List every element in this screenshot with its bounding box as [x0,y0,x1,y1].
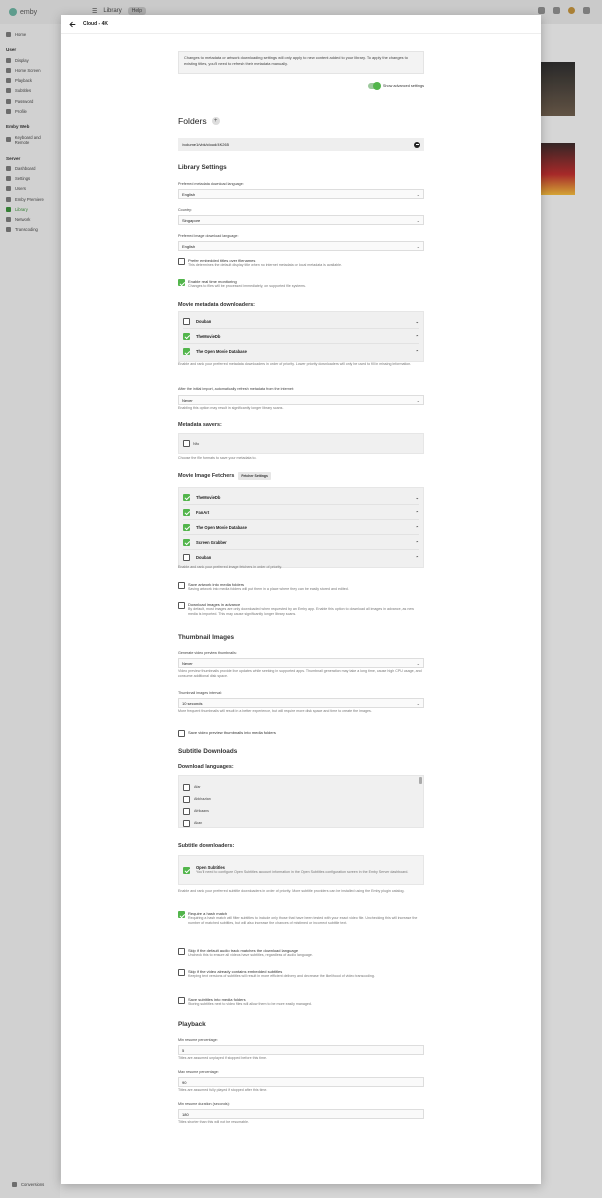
fetcher-checkbox[interactable] [183,539,190,546]
chevron-down-icon: ⌄ [416,700,420,706]
sidebar-item-label: Home Screen [15,67,41,73]
option-help: Requiring a hash match will filter subtitles to include only those that have been tested with your exact video file. Unchecking this will increase the number of matched subtitles, but will also increase the chances of mistimed or incorrect subtitle text. [188,916,418,926]
nfo-checkbox[interactable] [183,440,190,447]
list-item[interactable] [183,805,419,817]
sidebar-item-label: Emby Premiere [15,196,44,202]
sidebar-group-server: Server [6,155,21,161]
sidebar-item-label: Playback [15,78,32,84]
select-value: English [182,191,196,197]
folder-path: /volume1/vbk/cloud/4K265 [182,142,229,147]
add-folder-button[interactable]: + [212,117,220,125]
list-item[interactable] [183,535,419,550]
metadata-language-label: Preferred metadata download language: [178,182,244,186]
item-label: TheMovieDb [196,333,221,339]
sidebar-item-label: Conversions [21,1182,45,1188]
select-value: Singapore [182,217,201,223]
language-checkbox[interactable] [183,796,190,803]
option-label: Save subtitles into media folders [188,997,246,1002]
option-label: Skip if the default audio track matches the download language [188,948,299,953]
item-label: FanArt [196,509,210,515]
option-help: Storing subtitles next to video files will allow them to be more easily managed. [188,1002,312,1006]
sidebar-group-user: User [6,47,17,53]
metadata-savers-heading: Metadata savers: [178,422,222,428]
image-language-select[interactable] [178,241,424,251]
sidebar-item-label: Keyboard and Remote [14,134,41,145]
item-label: Akan [194,821,203,825]
thumbnails-heading: Thumbnail Images [178,634,235,641]
chevron-up-icon[interactable]: ⌃ [415,555,419,560]
min-duration-label: Min resume duration (seconds): [178,1102,230,1106]
save-artwork-option[interactable] [178,582,424,592]
skip-audio-option[interactable] [178,948,424,958]
sidebar-item-label: Display [15,57,29,63]
interval-help: More frequent thumbnails will result in a better experience, but will require more disk space and time to create the images. [178,709,372,713]
chevron-up-icon[interactable]: ⌃ [415,524,419,530]
prefer-embedded-checkbox[interactable] [178,258,185,265]
option-help: Keeping text versions of subtitles will result in more efficient delivery and decrease the likelihood of video transcoding. [188,974,375,978]
list-item[interactable] [183,490,419,505]
skip-embedded-checkbox[interactable] [178,969,185,976]
refresh-help: Enabling this option may result in significantly longer library scans. [178,406,284,410]
subtitles-heading: Subtitle Downloads [178,748,238,755]
metadata-language-select[interactable] [178,189,424,199]
fetcher-checkbox[interactable] [183,524,190,531]
country-label: Country: [178,208,192,212]
chevron-down-icon[interactable]: ⌄ [415,318,419,324]
item-label: Afrikaans [194,809,209,813]
remove-folder-icon[interactable] [414,142,420,148]
option-label: Require a hash match [188,911,228,916]
option-label: Save video preview thumbnails into media folders [188,730,276,735]
prefer-embedded-option[interactable] [178,258,424,268]
item-label: Douban [196,555,212,560]
item-label: Nfo [193,441,200,446]
language-checkbox[interactable] [183,784,190,791]
min-resume-help: Titles are assumed unplayed if stopped before this time. [178,1056,267,1060]
chevron-down-icon: ⌄ [416,191,420,197]
item-label: Screen Grabber [196,539,227,545]
show-advanced-toggle-row[interactable] [178,83,424,89]
option-help: This determines the default display title when no internet metadata or local metadata is available. [188,263,343,267]
menu-icon[interactable]: ☰ [92,8,98,15]
option-help: Uncheck this to ensure all videos have subtitles, regardless of audio language. [188,953,313,957]
list-item[interactable] [183,314,419,329]
min-duration-help: Titles shorter than this will not be resumable. [178,1120,249,1124]
generate-thumbnails-label: Generate video preview thumbnails: [178,651,237,655]
select-value: Never [182,397,193,403]
image-fetchers-heading [178,472,424,480]
generate-thumbnails-help: Video preview thumbnails provide live updates while seeking in supported apps. Thumbnail generation may take a long time, cause high CPU usage, and consume additional disk space. [178,669,422,679]
option-help: Changes to files will be processed immediately, on supported file systems. [188,284,306,288]
generate-thumbnails-select[interactable] [178,658,424,668]
sidebar-item-label: Settings [15,176,31,182]
omdb-checkbox[interactable] [183,348,190,355]
subtitle-downloaders-help: Enable and rank your preferred subtitle downloaders in order of priority. More subtitle providers can be installed using the Emby plugin catalog. [178,889,405,893]
list-item[interactable] [183,344,419,359]
skip-embedded-option[interactable] [178,969,424,979]
hash-match-option[interactable] [178,911,424,926]
image-fetchers-help: Enable and rank your preferred image fetchers in order of priority. [178,565,283,569]
douban-checkbox[interactable] [183,318,190,325]
save-subtitles-option[interactable] [178,997,424,1007]
item-label: The Open Movie Database [196,349,247,354]
download-languages-list [178,775,424,828]
chevron-down-icon: ⌄ [416,397,420,403]
hash-match-checkbox[interactable] [178,911,185,918]
option-help: Saving artwork into media folders will put them in a place where they can be easily stored and edited. [188,587,349,591]
save-thumbnails-checkbox[interactable] [178,730,185,737]
chevron-down-icon[interactable]: ⌄ [415,494,419,500]
realtime-monitoring-checkbox[interactable] [178,279,185,286]
fetcher-checkbox[interactable] [183,509,190,516]
metadata-downloaders-help: Enable and rank your preferred metadata downloaders in order of priority. Lower priority downloaders will only be used to fill in missing information. [178,362,412,366]
item-label: TheMovieDb [196,494,221,500]
language-checkbox[interactable] [183,808,190,815]
min-resume-label: Min resume percentage: [178,1038,218,1042]
save-artwork-checkbox[interactable] [178,582,185,589]
option-label: Enable real time monitoring [188,279,237,284]
show-advanced-toggle[interactable] [368,83,380,89]
provider-name: Open Subtitles [196,864,225,870]
chevron-up-icon[interactable]: ⌃ [415,509,419,515]
language-checkbox[interactable] [183,820,190,827]
interval-select[interactable] [178,698,424,708]
min-duration-input[interactable]: 180 [178,1109,424,1119]
library-dialog [61,15,541,1184]
option-label: Save artwork into media folders [188,582,245,587]
save-thumbnails-option[interactable] [178,730,424,737]
save-subtitles-checkbox[interactable] [178,997,185,1004]
subtitle-provider-row[interactable] [178,855,424,885]
library-settings-heading: Library Settings [178,164,227,171]
download-advance-checkbox[interactable] [178,602,185,609]
sidebar-item-label: Password [15,98,34,104]
metadata-downloaders-list [178,311,424,362]
open-subtitles-checkbox[interactable] [183,867,190,874]
select-value: English [182,243,196,249]
select-value: 10 seconds [182,700,203,706]
sidebar-item-label: Dashboard [15,166,36,172]
list-item[interactable] [183,550,419,565]
info-banner: Changes to metadata or artwork downloading settings will only apply to new content added to your library. To apply the changes to existing titles, you'll need to refresh their metadata manually. [178,51,424,74]
country-select[interactable] [178,215,424,225]
fetcher-checkbox[interactable] [183,494,190,501]
help-button[interactable]: Help [128,7,146,15]
chevron-up-icon[interactable]: ⌃ [415,349,419,354]
sidebar-item-label: Transcoding [15,227,38,233]
refresh-label: After the initial import, automatically refresh metadata from the internet: [178,387,295,391]
metadata-savers-list [178,433,424,454]
option-help: By default, most images are only downloaded when requested by an Emby app. Enable this option to download all images in advance, as new media is imported. This may cause significantly longer library scans. [188,607,414,617]
folders-title: Folders [178,116,207,126]
fetcher-checkbox[interactable] [183,554,190,561]
sidebar-item-label: Home [15,31,27,37]
chevron-down-icon: ⌄ [416,243,420,249]
option-label: Skip if the video already contains embedded subtitles [188,969,283,974]
scrollbar[interactable] [419,777,422,784]
chevron-down-icon: ⌄ [416,217,420,223]
list-item[interactable] [183,329,419,344]
folder-row[interactable] [178,138,424,151]
item-label: Douban [196,318,212,324]
image-fetchers-list [178,487,424,568]
folders-heading [178,116,424,126]
sidebar-item-label: Subtitles [15,88,32,94]
back-button[interactable] [67,19,77,29]
nfo-option[interactable] [183,440,199,447]
dialog-title: Cloud - 4K [83,21,108,27]
realtime-monitoring-option[interactable] [178,279,424,289]
themoviedb-checkbox[interactable] [183,333,190,340]
item-label: The Open Movie Database [196,524,247,530]
skip-audio-checkbox[interactable] [178,948,185,955]
download-languages-heading: Download languages: [178,764,234,770]
option-label: Prefer embedded titles over filenames [188,258,256,263]
select-value: Never [182,660,193,666]
max-resume-label: Max resume percentage: [178,1070,219,1074]
list-item[interactable] [183,793,419,805]
dialog-content [178,51,424,1124]
arrow-left-icon [69,21,76,28]
refresh-select[interactable] [178,395,424,405]
sidebar-item-label: Profile [15,108,27,114]
chevron-up-icon[interactable]: ⌃ [415,333,419,339]
chevron-down-icon: ⌄ [416,660,420,666]
movie-metadata-heading: Movie metadata downloaders: [178,302,255,308]
provider-help: You'll need to configure Open Subtitles account information in the Open Subtitles configuration screen in the Emby Server dashboard. [196,869,409,874]
list-item[interactable] [183,520,419,535]
sidebar-item-label: Users [15,186,26,192]
chevron-up-icon[interactable]: ⌃ [415,539,419,545]
item-label: Afar [194,785,201,789]
subtitle-downloaders-heading: Subtitle downloaders: [178,843,235,849]
metadata-savers-help: Choose the file formats to save your metadata to. [178,456,257,460]
item-label: Abkhazian [194,797,211,801]
image-fetchers-title: Movie Image Fetchers [178,473,235,479]
min-resume-input[interactable]: 5 [178,1045,424,1055]
list-item[interactable] [183,781,419,793]
list-item[interactable] [183,505,419,520]
option-label: Download images in advance [188,602,241,607]
playback-heading: Playback [178,1021,206,1028]
fetcher-settings-button[interactable]: Fetcher Settings [238,472,271,480]
list-item[interactable] [183,817,419,829]
show-advanced-label: Show advanced settings [382,84,424,88]
sidebar-group-emby: Emby Web [6,124,30,130]
download-advance-option[interactable] [178,602,424,617]
max-resume-help: Titles are assumed fully played if stopped after this time. [178,1088,268,1092]
max-resume-input[interactable]: 90 [178,1077,424,1087]
logo-text: emby [20,8,38,16]
breadcrumb-library: Library [103,8,122,14]
dialog-header [61,15,541,34]
sidebar-item-label: Library [15,206,28,212]
image-language-label: Preferred image download language: [178,234,239,238]
interval-label: Thumbnail images interval: [178,691,223,695]
sidebar-item-label: Network [15,217,31,223]
